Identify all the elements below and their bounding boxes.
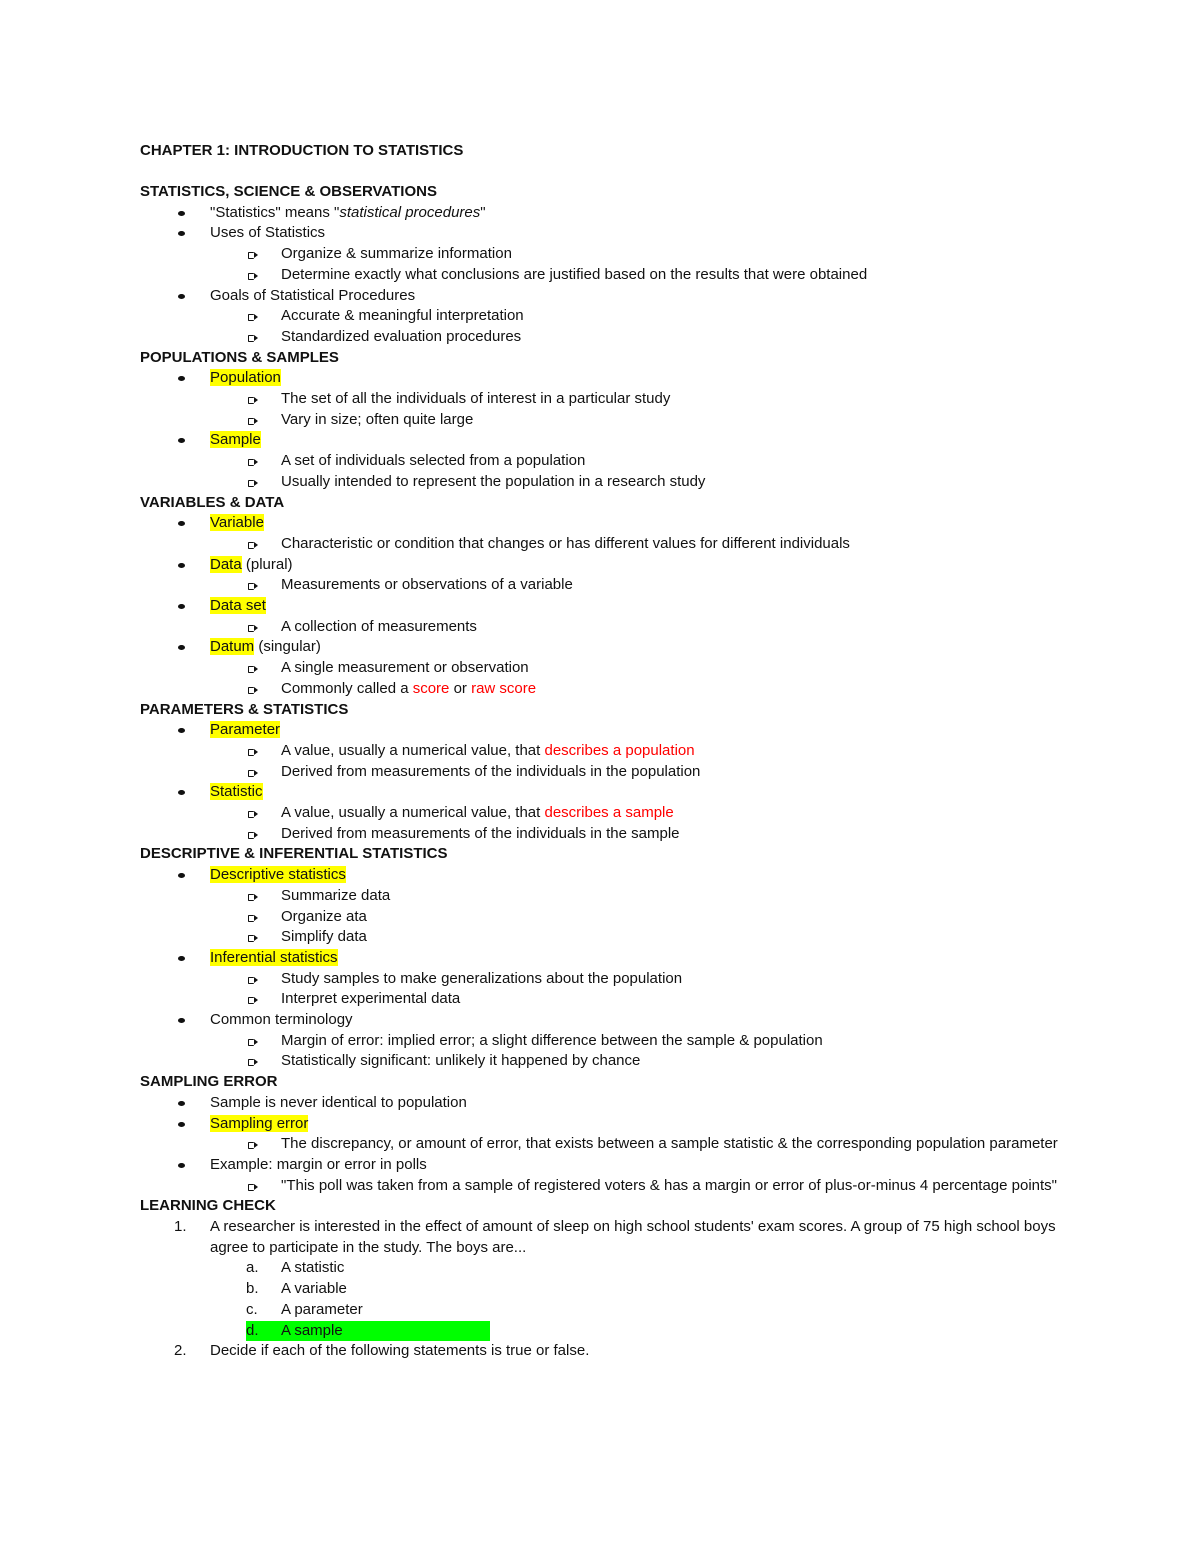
bullet-icon <box>178 1018 185 1023</box>
bullet-icon <box>178 604 185 609</box>
page-title: CHAPTER 1: INTRODUCTION TO STATISTICS <box>140 142 464 159</box>
sub-list-item: The discrepancy, or amount of error, that exists between a sample statistic & the corresponding population parameter <box>140 1134 1060 1155</box>
answer-option: c. A parameter <box>140 1300 1060 1321</box>
bullet-icon <box>178 728 185 733</box>
sub-list-item: Usually intended to represent the population in a research study <box>140 472 1060 493</box>
sub-list-item: Interpret experimental data <box>140 989 1060 1010</box>
sub-list-item: Standardized evaluation procedures <box>140 327 1060 348</box>
arrow-bullet-icon <box>248 418 254 425</box>
arrow-bullet-icon <box>248 811 254 818</box>
arrow-bullet-icon <box>248 252 254 259</box>
sub-list-item: Derived from measurements of the individuals in the population <box>140 762 1060 783</box>
list-item <box>140 1114 1060 1135</box>
list-item <box>140 948 1060 969</box>
highlighted-term: Parameter <box>210 721 281 739</box>
sub-list-item: Organize & summarize information <box>140 244 1060 265</box>
sub-list-item: A value, usually a numerical value, that describes a sample <box>140 803 1060 824</box>
section-heading: POPULATIONS & SAMPLES <box>140 348 339 366</box>
highlighted-term: Statistic <box>210 783 263 801</box>
sub-list-item: Margin of error: implied error; a slight difference between the sample & population <box>140 1031 1060 1052</box>
section-heading: DESCRIPTIVE & INFERENTIAL STATISTICS <box>140 845 448 863</box>
red-text: score <box>412 679 450 697</box>
arrow-bullet-icon <box>248 459 254 466</box>
arrow-bullet-icon <box>248 273 254 280</box>
option-letter: c. <box>246 1300 258 1318</box>
arrow-bullet-icon <box>248 1184 254 1191</box>
list-item: Sample is never identical to population <box>140 1093 1060 1114</box>
bullet-icon <box>178 376 185 381</box>
highlighted-term: Descriptive statistics <box>210 866 346 884</box>
list-item: Data (plural) <box>140 555 1060 576</box>
list-item <box>140 782 1060 803</box>
list-item <box>140 720 1060 741</box>
sub-list-item: Accurate & meaningful interpretation <box>140 306 1060 327</box>
section-heading: VARIABLES & DATA <box>140 493 285 511</box>
section-heading: LEARNING CHECK <box>140 1197 276 1215</box>
arrow-bullet-icon <box>248 687 254 694</box>
arrow-bullet-icon <box>248 480 254 487</box>
sub-list-item: A collection of measurements <box>140 617 1060 638</box>
bullet-icon <box>178 563 185 568</box>
answer-option: a. A statistic <box>140 1258 1060 1279</box>
arrow-bullet-icon <box>248 1039 254 1046</box>
question-item: 1. A researcher is interested in the effect of amount of sleep on high school students' exam scores. A group of 75 high school boys agree to participate in the study. The boys are... <box>174 1218 1056 1256</box>
highlighted-term: Sampling error <box>210 1114 309 1132</box>
bullet-icon <box>178 873 185 878</box>
arrow-bullet-icon <box>248 749 254 756</box>
list-item: "Statistics" means "statistical procedures" <box>140 203 1060 224</box>
sub-list-item: A set of individuals selected from a population <box>140 451 1060 472</box>
arrow-bullet-icon <box>248 770 254 777</box>
red-text: describes a population <box>544 741 695 759</box>
sub-list-item: The set of all the individuals of interest in a particular study <box>140 389 1060 410</box>
arrow-bullet-icon <box>248 542 254 549</box>
question-number: 2. <box>174 1342 187 1360</box>
section-heading: SAMPLING ERROR <box>140 1073 278 1091</box>
list-item: Uses of Statistics <box>140 223 1060 244</box>
sub-list-item: Derived from measurements of the individuals in the sample <box>140 824 1060 845</box>
highlighted-term: Datum <box>210 638 255 656</box>
bullet-icon <box>178 1122 185 1127</box>
arrow-bullet-icon <box>248 1142 254 1149</box>
list-item: Goals of Statistical Procedures <box>140 286 1060 307</box>
arrow-bullet-icon <box>248 832 254 839</box>
section-heading: PARAMETERS & STATISTICS <box>140 700 349 718</box>
sub-list-item: "This poll was taken from a sample of registered voters & has a margin or error of plus-or-minus 4 percentage points" <box>140 1176 1060 1197</box>
bullet-icon <box>178 521 185 526</box>
question-item: 2. Decide if each of the following statements is true or false. <box>140 1341 1060 1362</box>
sub-list-item: Determine exactly what conclusions are justified based on the results that were obtained <box>140 265 1060 286</box>
arrow-bullet-icon <box>248 1059 254 1066</box>
bullet-icon <box>178 645 185 650</box>
arrow-bullet-icon <box>248 666 254 673</box>
option-letter: a. <box>246 1259 259 1277</box>
bullet-icon <box>178 231 185 236</box>
option-letter: d. <box>246 1321 259 1339</box>
highlighted-term: Data set <box>210 597 266 615</box>
section-heading: STATISTICS, SCIENCE & OBSERVATIONS <box>140 183 437 200</box>
red-text: describes a sample <box>544 804 674 822</box>
sub-list-item: Vary in size; often quite large <box>140 410 1060 431</box>
bullet-icon <box>178 294 185 299</box>
arrow-bullet-icon <box>248 997 254 1004</box>
list-item: Datum (singular) <box>140 637 1060 658</box>
bullet-icon <box>178 211 185 216</box>
arrow-bullet-icon <box>248 335 254 342</box>
bullet-icon <box>178 1101 185 1106</box>
list-item: Common terminology <box>140 1010 1060 1031</box>
highlighted-term: Data <box>210 555 242 573</box>
highlighted-term: Variable <box>210 514 264 532</box>
arrow-bullet-icon <box>248 935 254 942</box>
sub-list-item: Simplify data <box>140 927 1060 948</box>
list-item <box>140 596 1060 617</box>
arrow-bullet-icon <box>248 894 254 901</box>
question-number: 1. <box>174 1218 187 1236</box>
sub-list-item: Characteristic or condition that changes or has different values for different individuals <box>140 534 1060 555</box>
arrow-bullet-icon <box>248 977 254 984</box>
emphasis-text: statistical procedures <box>339 203 481 221</box>
list-item <box>140 865 1060 886</box>
list-item <box>140 368 1060 389</box>
list-item: Example: margin or error in polls <box>140 1155 1060 1176</box>
sub-list-item: Organize ata <box>140 907 1060 928</box>
bullet-icon <box>178 1163 185 1168</box>
option-letter: b. <box>246 1280 259 1298</box>
answer-option: b. A variable <box>140 1279 1060 1300</box>
bullet-icon <box>178 438 185 443</box>
arrow-bullet-icon <box>248 583 254 590</box>
arrow-bullet-icon <box>248 625 254 632</box>
list-item <box>140 430 1060 451</box>
answer-option-correct: d. A sample <box>140 1321 1060 1342</box>
sub-list-item: Study samples to make generalizations about the population <box>140 969 1060 990</box>
sub-list-item: A value, usually a numerical value, that describes a population <box>140 741 1060 762</box>
red-text: raw score <box>471 679 537 697</box>
list-item <box>140 513 1060 534</box>
sub-list-item: Commonly called a score or raw score <box>140 679 1060 700</box>
arrow-bullet-icon <box>248 915 254 922</box>
highlighted-term: Sample <box>210 431 261 449</box>
sub-list-item: A single measurement or observation <box>140 658 1060 679</box>
sub-list-item: Statistically significant: unlikely it happened by chance <box>140 1051 1060 1072</box>
bullet-icon <box>178 790 185 795</box>
sub-list-item: Measurements or observations of a variable <box>140 575 1060 596</box>
document-body <box>140 140 1060 1362</box>
arrow-bullet-icon <box>248 397 254 404</box>
bullet-icon <box>178 956 185 961</box>
highlighted-term: Inferential statistics <box>210 948 338 966</box>
sub-list-item: Summarize data <box>140 886 1060 907</box>
highlighted-term: Population <box>210 369 281 387</box>
arrow-bullet-icon <box>248 314 254 321</box>
